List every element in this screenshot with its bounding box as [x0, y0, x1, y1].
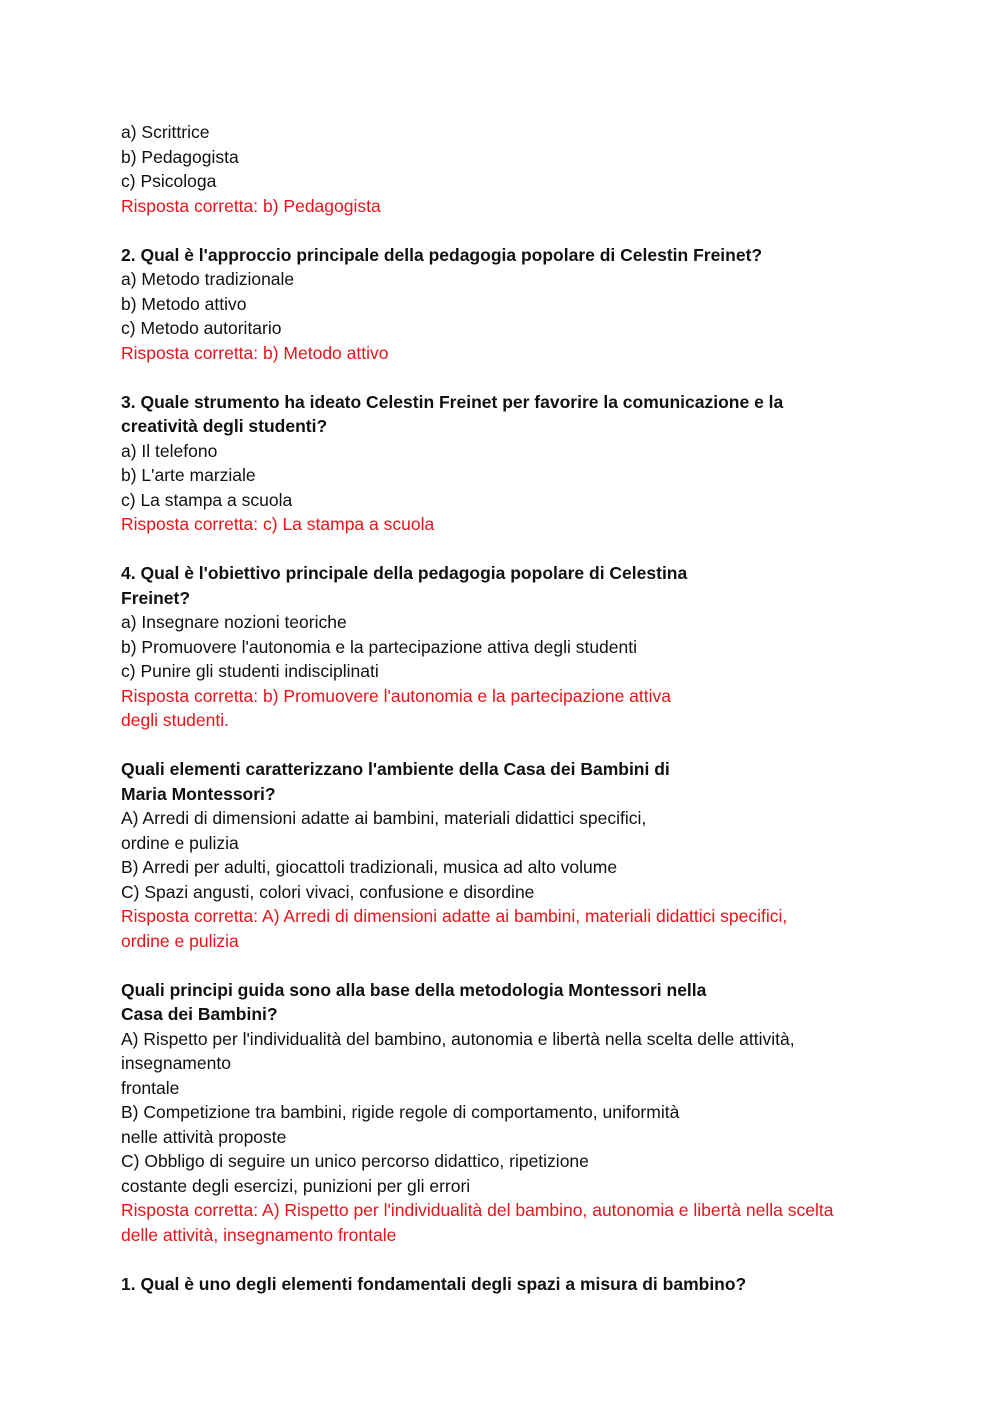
question-text: creatività degli studenti? [121, 416, 328, 436]
blank-line [121, 537, 901, 562]
answer-option: B) Competizione tra bambini, rigide regole di comportamento, uniformità [121, 1102, 680, 1122]
question-block [121, 1272, 901, 1297]
question-text: 2. Qual è l'approccio principale della pedagogia popolare di Celestin Freinet? [121, 244, 763, 265]
answer-option: c) La stampa a scuola [121, 489, 293, 510]
answer-option: c) Psicologa [121, 171, 217, 191]
blank-line [121, 365, 901, 390]
correct-answer: degli studenti. [121, 710, 229, 730]
correct-answer: Risposta corretta: A) Arredi di dimensioni adatte ai bambini, materiali didattici specifici, [121, 906, 788, 926]
answer-option: A) Arredi di dimensioni adatte ai bambini, materiali didattici specifici, [121, 808, 647, 828]
correct-answer: Risposta corretta: b) Pedagogista [121, 195, 381, 216]
answer-option: ordine e pulizia [121, 832, 239, 853]
question-block [121, 561, 901, 733]
correct-answer: delle attività, insegnamento frontale [121, 1224, 397, 1245]
answer-option: b) Pedagogista [121, 146, 239, 167]
answer-option: frontale [121, 1077, 180, 1098]
correct-answer: Risposta corretta: b) Metodo attivo [121, 342, 389, 363]
answer-option: b) L'arte marziale [121, 465, 256, 485]
question-text: Casa dei Bambini? [121, 1004, 278, 1024]
answer-option: c) Metodo autoritario [121, 318, 282, 338]
answer-option: A) Rispetto per l'individualità del bambino, autonomia e libertà nella scelta delle attività, [121, 1028, 795, 1049]
correct-answer: Risposta corretta: A) Rispetto per l'individualità del bambino, autonomia e libertà nella scelta [121, 1200, 834, 1220]
question-block [121, 757, 901, 953]
answer-option: C) Obbligo di seguire un unico percorso didattico, ripetizione [121, 1151, 589, 1171]
blank-line [121, 1247, 901, 1272]
answer-option: B) Arredi per adulti, giocattoli tradizionali, musica ad alto volume [121, 857, 618, 877]
question-text: Quali elementi caratterizzano l'ambiente della Casa dei Bambini di [121, 759, 670, 779]
answer-option: costante degli esercizi, punizioni per gli errori [121, 1175, 471, 1196]
blank-line [121, 218, 901, 243]
question-text: 3. Quale strumento ha ideato Celestin Freinet per favorire la comunicazione e la [121, 391, 784, 412]
answer-option: nelle attività proposte [121, 1126, 287, 1147]
question-block [121, 978, 901, 1248]
answer-option: b) Promuovere l'autonomia e la partecipazione attiva degli studenti [121, 636, 638, 657]
answer-option: a) Il telefono [121, 440, 218, 461]
question-text: Quali principi guida sono alla base della metodologia Montessori nella [121, 979, 707, 1000]
question-text: Freinet? [121, 587, 191, 608]
answer-option: a) Scrittrice [121, 122, 210, 142]
answer-option: a) Metodo tradizionale [121, 269, 295, 289]
blank-line [121, 953, 901, 978]
correct-answer: Risposta corretta: b) Promuovere l'autonomia e la partecipazione attiva [121, 685, 672, 706]
correct-answer: ordine e pulizia [121, 930, 239, 951]
document-body [121, 120, 901, 1296]
question-text: 1. Qual è uno degli elementi fondamentali degli spazi a misura di bambino? [121, 1273, 747, 1294]
answer-option: c) Punire gli studenti indisciplinati [121, 661, 379, 681]
answer-option: insegnamento [121, 1053, 231, 1073]
answer-option: C) Spazi angusti, colori vivaci, confusione e disordine [121, 881, 535, 902]
question-block [121, 120, 901, 218]
blank-line [121, 733, 901, 758]
answer-option: a) Insegnare nozioni teoriche [121, 612, 347, 632]
question-block [121, 243, 901, 366]
question-text: 4. Qual è l'obiettivo principale della pedagogia popolare di Celestina [121, 563, 688, 583]
correct-answer: Risposta corretta: c) La stampa a scuola [121, 514, 435, 534]
answer-option: b) Metodo attivo [121, 293, 247, 314]
question-text: Maria Montessori? [121, 783, 276, 804]
question-block [121, 390, 901, 537]
